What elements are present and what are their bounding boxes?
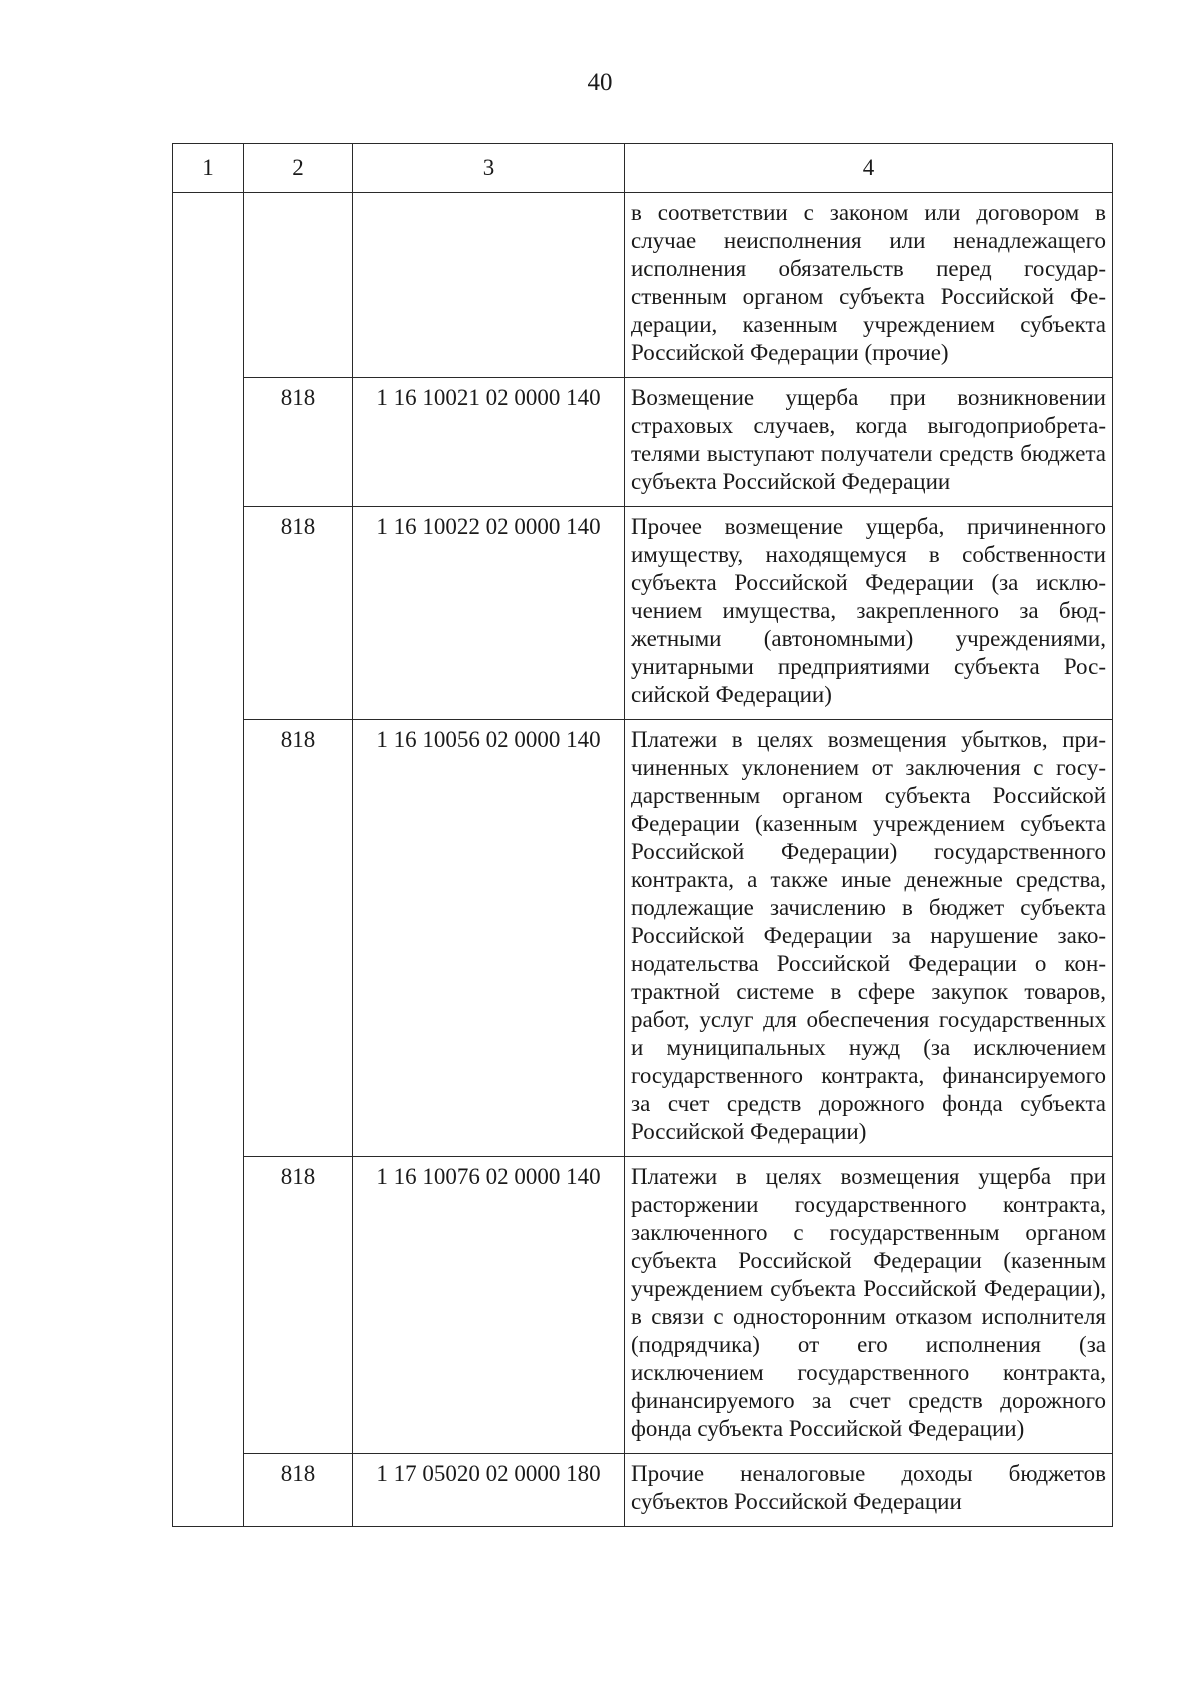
admin-code-cell: 818: [244, 378, 353, 507]
table-header-row: [173, 144, 1113, 193]
description-cell: Платежи в целях возмещения убытков, причиненных уклонением от заключения с государственным органом субъекта Российской Федерации (казенным учреждением субъекта Российской Федерации) государственного контракта, а также иные денежные средства, подлежащие зачислению в бюджет субъекта Российской Федерации за нарушение законодательства Российской Федерации о контрактной системе в сфере закупок товаров, работ, услуг для обеспечения государственных и муниципальных нужд (за исключением государственного контракта, финансируемого за счет средств дорожного фонда субъекта Российской Федерации): [625, 720, 1113, 1157]
budget-code-cell: [353, 193, 625, 378]
table-row: [173, 1157, 1113, 1454]
admin-code-cell: 818: [244, 1157, 353, 1454]
description-cell: Прочее возмещение ущерба, причиненного имуществу, находящемуся в собственности субъекта Российской Федерации (за исключением имущества, закрепленного за бюджетными (автономными) учреждениями, унитарными предприятиями субъекта Российской Федерации): [625, 507, 1113, 720]
table-row: [173, 720, 1113, 1157]
table-row: [173, 1454, 1113, 1527]
table-row: [173, 507, 1113, 720]
description-cell: Возмещение ущерба при возникновении страховых случаев, когда выгодоприобретателями выступают получатели средств бюджета субъекта Российской Федерации: [625, 378, 1113, 507]
page-number: 40: [587, 69, 613, 96]
table-row: [173, 193, 1113, 378]
description-cell: Платежи в целях возмещения ущерба при расторжении государственного контракта, заключенного с государственным органом субъекта Российской Федерации (казенным учреждением субъекта Российской Федерации), в связи с односторонним отказом исполнителя (подрядчика) от его исполнения (за исключением государственного контракта, финансируемого за счет средств дорожного фонда субъекта Российской Федерации): [625, 1157, 1113, 1454]
header-col-2: 2: [244, 144, 353, 193]
description-cell: Прочие неналоговые доходы бюджетов субъектов Российской Федерации: [625, 1454, 1113, 1527]
budget-code-cell: 1 16 10022 02 0000 140: [353, 507, 625, 720]
admin-code-cell: 818: [244, 720, 353, 1157]
budget-code-cell: 1 16 10021 02 0000 140: [353, 378, 625, 507]
row-col-1-cell: [173, 193, 244, 1527]
revenue-codes-table: [172, 143, 1113, 1527]
table-row: [173, 378, 1113, 507]
admin-code-cell: 818: [244, 1454, 353, 1527]
header-col-4: 4: [625, 144, 1113, 193]
budget-code-cell: 1 17 05020 02 0000 180: [353, 1454, 625, 1527]
description-cell: в соответствии с законом или договором в случае неисполнения или ненадлежащего исполнения обязательств перед государственным органом субъекта Российской Федерации, казенным учреждением субъекта Российской Федерации (прочие): [625, 193, 1113, 378]
admin-code-cell: 818: [244, 507, 353, 720]
budget-code-cell: 1 16 10076 02 0000 140: [353, 1157, 625, 1454]
header-col-3: 3: [353, 144, 625, 193]
budget-code-cell: 1 16 10056 02 0000 140: [353, 720, 625, 1157]
header-col-1: 1: [173, 144, 244, 193]
admin-code-cell: [244, 193, 353, 378]
